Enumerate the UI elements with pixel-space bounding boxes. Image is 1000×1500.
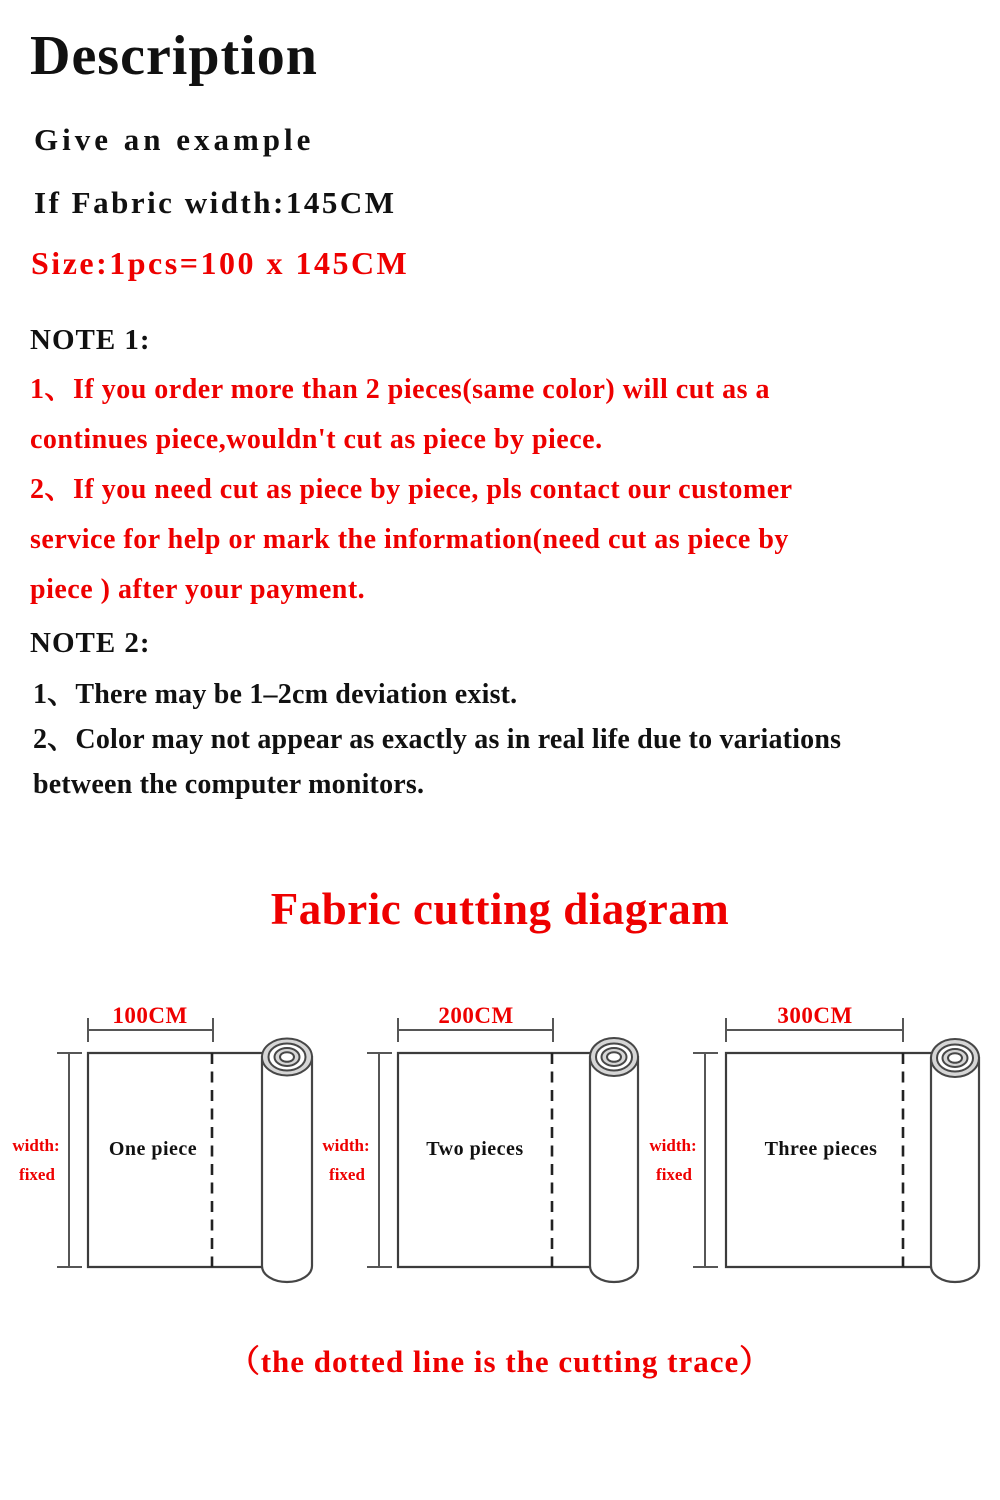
roll-core <box>948 1053 962 1063</box>
note2-line: between the computer monitors. <box>33 769 425 800</box>
roll-core <box>607 1052 621 1062</box>
size-line: Size:1pcs=100 x 145CM <box>31 245 410 281</box>
length-label: 300CM <box>777 1003 853 1028</box>
piece-label: Three pieces <box>764 1138 878 1160</box>
fabric-sheet-outline <box>726 1053 936 1267</box>
fabric-sheet-outline <box>88 1053 264 1267</box>
width-label: width: <box>322 1136 370 1155</box>
piece-label: One piece <box>108 1138 198 1160</box>
length-label: 100CM <box>112 1003 188 1028</box>
note1-line: piece ) after your payment. <box>30 574 366 605</box>
note1-line: service for help or mark the information(need cut as piece by <box>30 524 789 555</box>
page-title: Description <box>30 25 318 87</box>
example-heading: Give an example <box>34 122 315 157</box>
roll-core <box>280 1052 294 1062</box>
cutting-diagram-two-pieces <box>322 1003 638 1282</box>
cutting-diagram-one-piece <box>12 1003 312 1282</box>
note2-line: 1、There may be 1–2cm deviation exist. <box>33 679 518 710</box>
dotted-line-caption: （the dotted line is the cutting trace） <box>228 1344 772 1379</box>
length-label: 200CM <box>438 1003 514 1028</box>
width-label: fixed <box>329 1165 365 1184</box>
note1-line: continues piece,wouldn't cut as piece by piece. <box>30 424 603 455</box>
fabric-width-line: If Fabric width:145CM <box>34 185 397 220</box>
width-label: width: <box>649 1136 697 1155</box>
width-label: fixed <box>656 1165 692 1184</box>
piece-label: Two pieces <box>426 1138 524 1160</box>
diagram-title: Fabric cutting diagram <box>270 884 730 934</box>
note1-line: 1、If you order more than 2 pieces(same color) will cut as a <box>30 374 771 405</box>
width-label: width: <box>12 1136 60 1155</box>
note2-line: 2、Color may not appear as exactly as in real life due to variations <box>33 724 842 755</box>
width-label: fixed <box>19 1165 55 1184</box>
fabric-roll-tube <box>262 1057 312 1282</box>
note1-heading: NOTE 1: <box>30 324 151 356</box>
note2-heading: NOTE 2: <box>30 627 151 659</box>
cutting-diagram-three-pieces <box>649 1003 979 1282</box>
fabric-roll-tube <box>931 1058 979 1282</box>
note1-line: 2、If you need cut as piece by piece, pls contact our customer <box>30 474 793 505</box>
fabric-sheet-outline <box>398 1053 594 1267</box>
fabric-roll-tube <box>590 1057 638 1282</box>
